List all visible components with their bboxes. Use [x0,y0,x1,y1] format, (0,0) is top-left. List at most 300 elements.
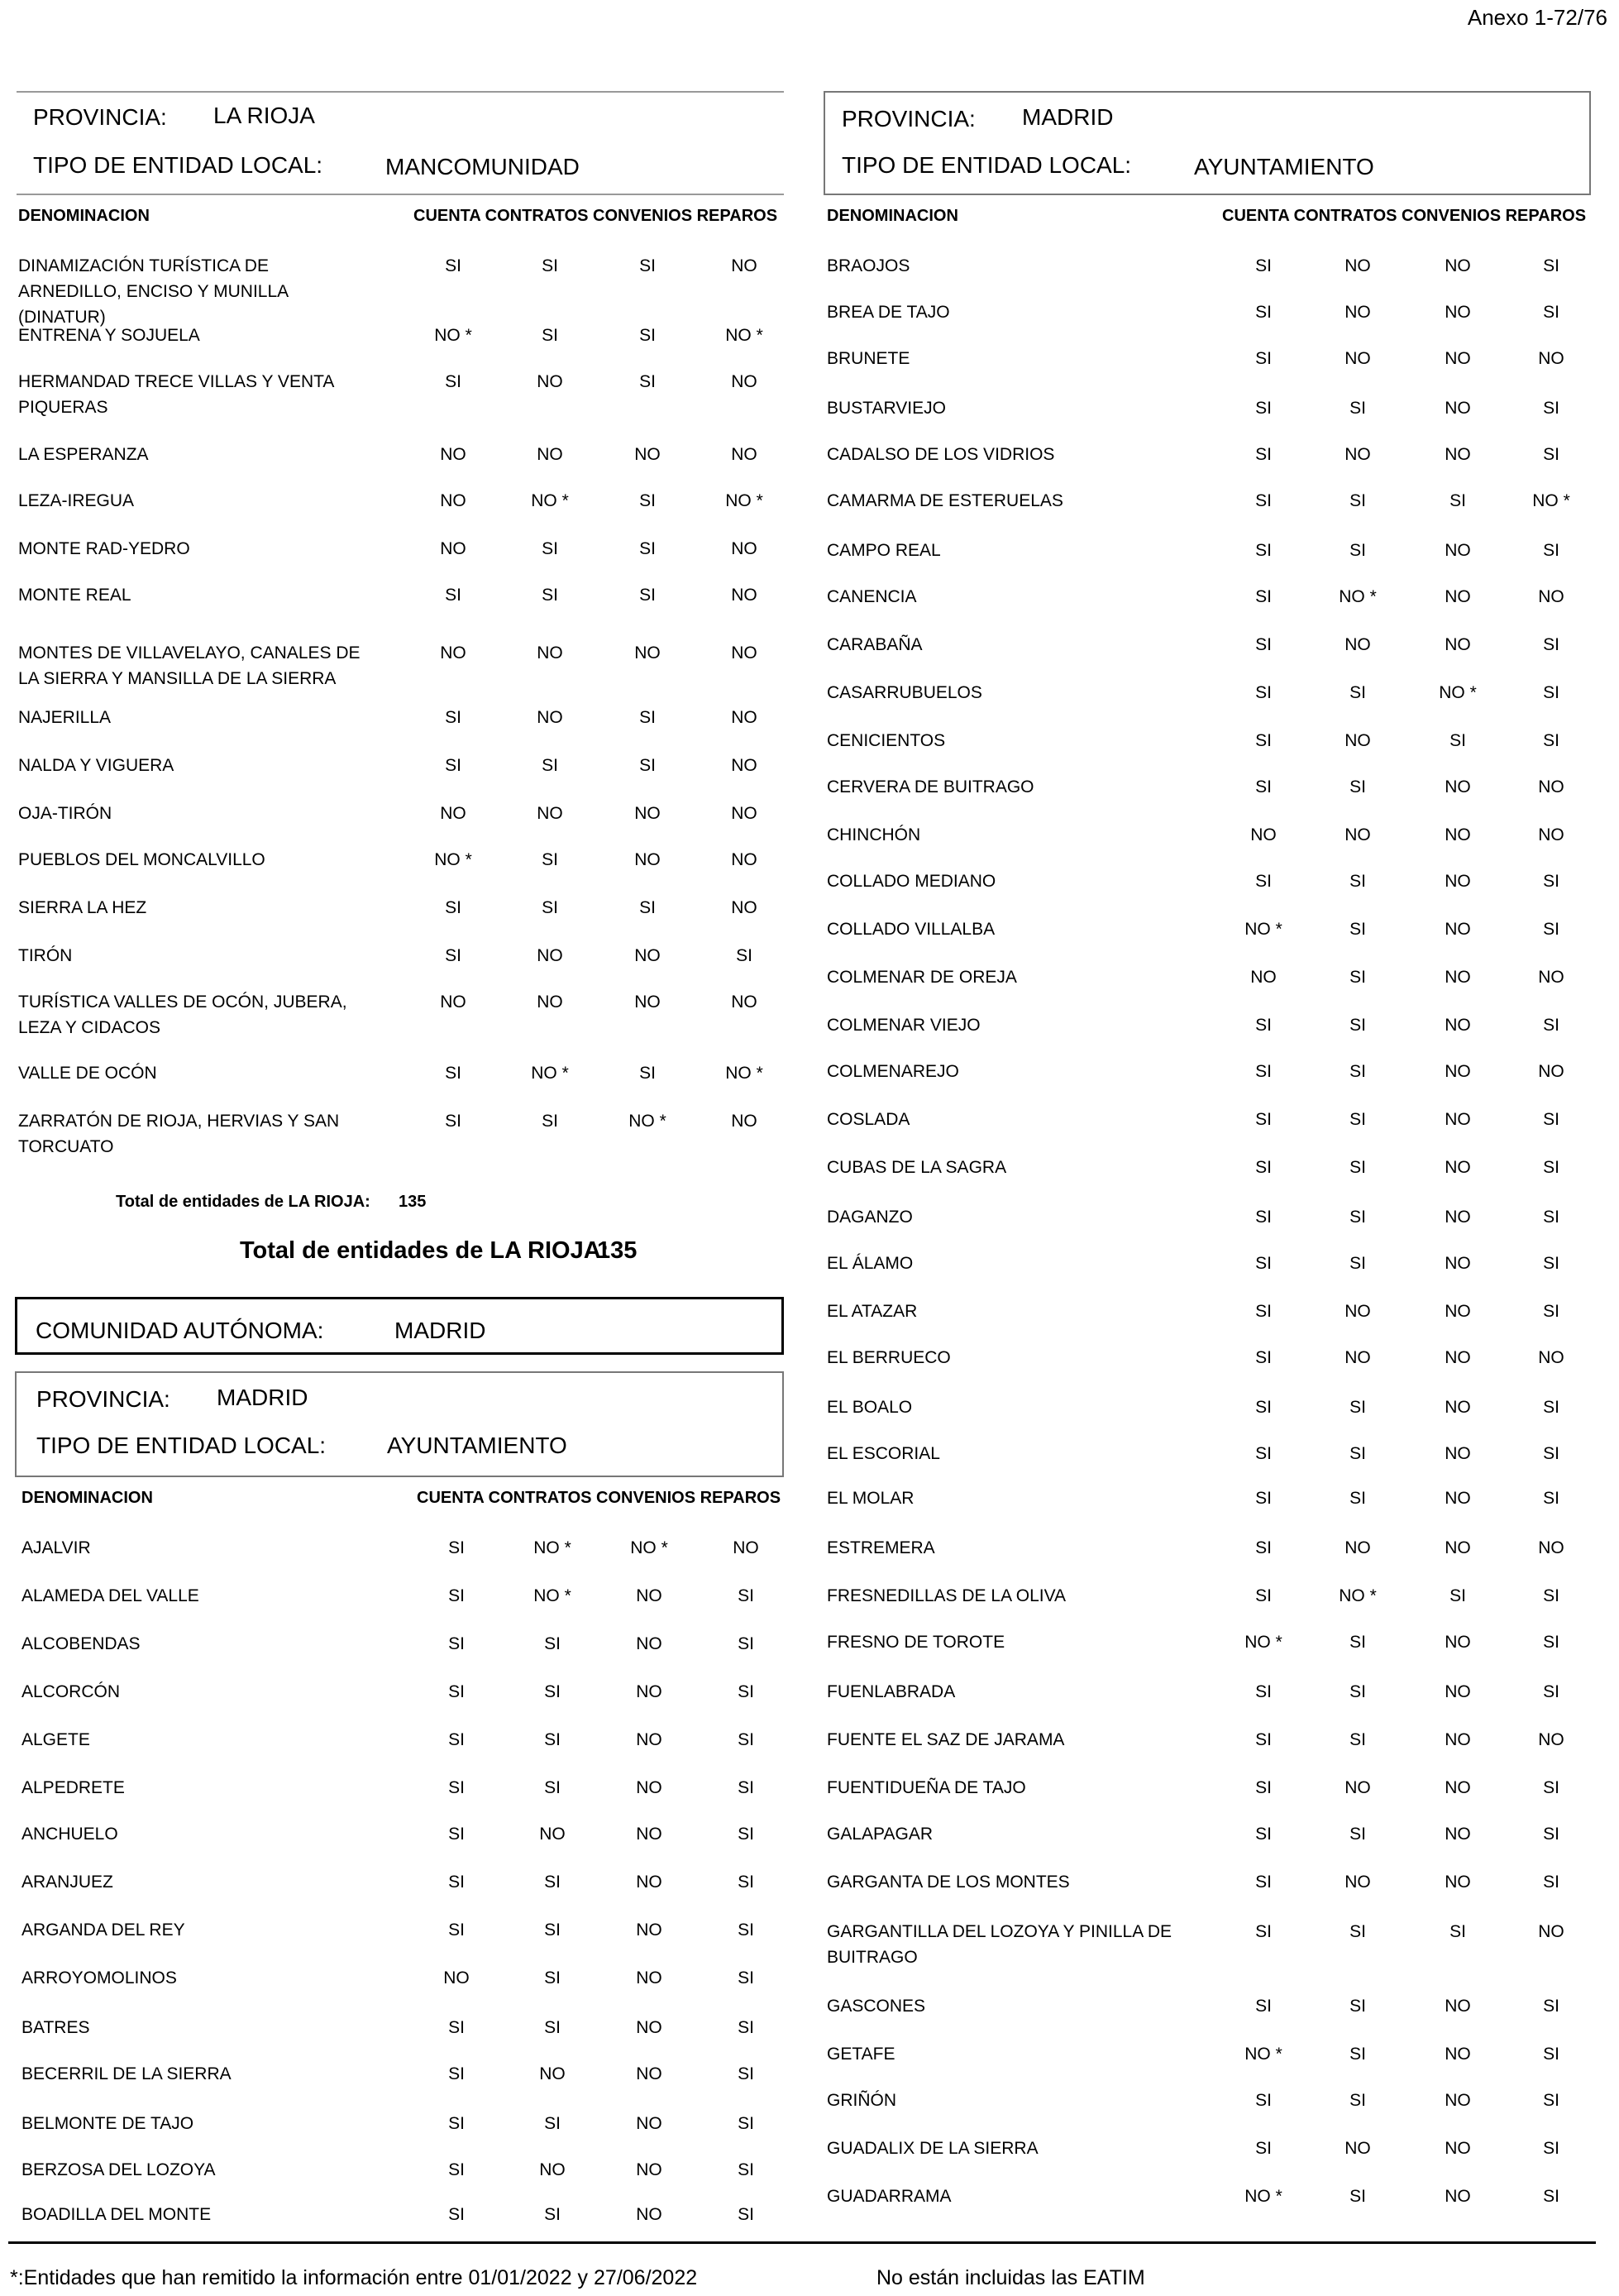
convenios-value: NO [634,993,661,1012]
convenios-value: NO [636,1730,662,1749]
entity-name: EL ESCORIAL [827,1444,940,1463]
reparos-value: SI [1543,1873,1559,1892]
cuenta-value: SI [448,2114,465,2133]
convenios-value: NO [1445,968,1471,987]
rioja-col-denominacion: DENOMINACION [18,207,150,225]
contratos-value: SI [1349,491,1366,510]
cuenta-value: SI [1255,541,1272,560]
contratos-value: NO [1344,303,1371,322]
contratos-value: SI [1349,2045,1366,2064]
entity-name: DINAMIZACIÓN TURÍSTICA DE ARNEDILLO, ENCISO Y MUNILLA (DINATUR) [18,256,289,327]
reparos-value: SI [1543,1016,1559,1035]
entity-name: FUENTE EL SAZ DE JARAMA [827,1730,1065,1749]
convenios-value: SI [639,326,656,345]
entity-name: LA ESPERANZA [18,445,149,464]
rioja-total-big-label: Total de entidades de LA RIOJA: [240,1237,609,1264]
contratos-value: SI [544,1682,561,1701]
convenios-value: NO [1445,1254,1471,1273]
comunidad-label: COMUNIDAD AUTÓNOMA: [36,1318,324,1343]
convenios-value: NO [1445,399,1471,418]
reparos-value: NO [731,1112,757,1131]
contratos-value: SI [1349,1062,1366,1081]
rioja-tipo-label: TIPO DE ENTIDAD LOCAL: [33,152,323,178]
contratos-value: SI [1349,1158,1366,1177]
convenios-value: NO [1445,1825,1471,1844]
reparos-value: SI [1543,683,1559,702]
cuenta-value: SI [1255,683,1272,702]
entity-name: GETAFE [827,2045,895,2064]
cuenta-value: SI [1255,1444,1272,1463]
cuenta-value: SI [445,586,461,605]
convenios-value: NO [1445,2187,1471,2206]
convenios-value: NO [1445,2139,1471,2158]
rioja-top-rule [17,91,784,93]
convenios-value: NO [1445,1398,1471,1417]
cuenta-value: SI [448,1682,465,1701]
convenios-value: NO [1445,1682,1471,1701]
convenios-value: NO [1445,777,1471,796]
reparos-value: SI [738,1825,754,1844]
convenios-value: NO [1445,1997,1471,2016]
convenios-value: NO * [1439,683,1477,702]
entity-name: FRESNO DE TOROTE [827,1633,1005,1652]
cuenta-value: SI [445,708,461,727]
contratos-value: NO [537,445,563,464]
entity-name: ENTRENA Y SOJUELA [18,326,200,345]
reparos-value: SI [1543,1110,1559,1129]
cuenta-value: SI [1255,872,1272,891]
comunidad-value: MADRID [394,1318,486,1343]
reparos-value: SI [1543,920,1559,939]
reparos-value: NO [731,708,757,727]
contratos-value: SI [1349,1997,1366,2016]
entity-name: GARGANTA DE LOS MONTES [827,1873,1070,1892]
convenios-value: NO [1445,872,1471,891]
contratos-value: SI [1349,1208,1366,1227]
cuenta-value: SI [1255,256,1272,275]
entity-name: MONTES DE VILLAVELAYO, CANALES DE LA SIERRA Y MANSILLA DE LA SIERRA [18,643,361,688]
cuenta-value: SI [445,756,461,775]
convenios-value: NO [636,1778,662,1797]
entity-name: CADALSO DE LOS VIDRIOS [827,445,1055,464]
entity-name: BELMONTE DE TAJO [21,2114,194,2133]
madrid-left-col-flags: CUENTA CONTRATOS CONVENIOS REPAROS [417,1489,781,1507]
rioja-col-flags: CUENTA CONTRATOS CONVENIOS REPAROS [413,207,778,225]
cuenta-value: SI [448,1825,465,1844]
convenios-value: NO [636,1682,662,1701]
reparos-value: SI [738,1778,754,1797]
reparos-value: SI [1543,1778,1559,1797]
convenios-value: NO [1445,303,1471,322]
entity-name: EL BOALO [827,1398,913,1417]
reparos-value: SI [736,946,752,965]
reparos-value: SI [738,1586,754,1605]
entity-name: COLMENAR VIEJO [827,1016,981,1035]
cuenta-value: SI [1255,1730,1272,1749]
cuenta-value: SI [1255,777,1272,796]
madrid-right-provincia-label: PROVINCIA: [842,106,976,132]
cuenta-value: SI [448,2205,465,2224]
reparos-value: SI [1543,1398,1559,1417]
cuenta-value: SI [1255,1062,1272,1081]
contratos-value: NO [539,1825,566,1844]
entity-name: CAMPO REAL [827,541,941,560]
reparos-value: SI [1543,1633,1559,1652]
reparos-value: SI [1543,1825,1559,1844]
reparos-value: NO [731,643,757,662]
convenios-value: NO [1445,1489,1471,1508]
cuenta-value: NO * [1244,1633,1282,1652]
contratos-value: SI [542,586,558,605]
reparos-value: SI [1543,635,1559,654]
contratos-value: SI [1349,1682,1366,1701]
cuenta-value: NO [440,539,466,558]
reparos-value: SI [738,2064,754,2083]
convenios-value: NO [636,2160,662,2179]
entity-name: BOADILLA DEL MONTE [21,2205,212,2224]
entity-name: GRIÑÓN [827,2091,896,2110]
contratos-value: NO [1344,825,1371,844]
cuenta-value: SI [445,1064,461,1083]
reparos-value: SI [1543,303,1559,322]
convenios-value: NO [636,1586,662,1605]
contratos-value: NO [1344,1348,1371,1367]
entity-name: COSLADA [827,1110,910,1129]
convenios-value: SI [639,539,656,558]
reparos-value: SI [1543,2045,1559,2064]
entity-name: BREA DE TAJO [827,303,950,322]
entity-name: CAMARMA DE ESTERUELAS [827,491,1063,510]
reparos-value: SI [738,1968,754,1987]
contratos-value: SI [542,756,558,775]
cuenta-value: SI [448,1586,465,1605]
convenios-value: NO * [630,1538,668,1557]
entity-name: MONTE RAD-YEDRO [18,539,190,558]
contratos-value: SI [1349,920,1366,939]
reparos-value: SI [738,2114,754,2133]
reparos-value: NO [731,256,757,275]
reparos-value: SI [1543,2187,1559,2206]
entity-name: CANENCIA [827,587,917,606]
contratos-value: SI [1349,2187,1366,2206]
reparos-value: NO [731,539,757,558]
contratos-value: SI [1349,1730,1366,1749]
contratos-value: NO [537,708,563,727]
entity-name: ANCHUELO [21,1825,118,1844]
contratos-value: NO [539,2064,566,2083]
cuenta-value: SI [448,1778,465,1797]
entity-name: ESTREMERA [827,1538,935,1557]
cuenta-value: SI [448,2064,465,2083]
cuenta-value: SI [448,1634,465,1653]
entity-name: OJA-TIRÓN [18,804,112,823]
cuenta-value: SI [445,1112,461,1131]
contratos-value: NO [1344,731,1371,750]
madrid-left-provincia-label: PROVINCIA: [36,1386,170,1412]
entity-name: EL ATAZAR [827,1302,918,1321]
entity-name: CHINCHÓN [827,825,921,844]
cuenta-value: SI [1255,399,1272,418]
convenios-value: NO [636,1634,662,1653]
reparos-value: SI [738,1873,754,1892]
entity-name: COLLADO VILLALBA [827,920,996,939]
contratos-value: SI [1349,1489,1366,1508]
convenios-value: SI [639,256,656,275]
reparos-value: SI [1543,1444,1559,1463]
cuenta-value: SI [1255,587,1272,606]
cuenta-value: SI [1255,2139,1272,2158]
contratos-value: NO [537,643,563,662]
convenios-value: NO [1445,256,1471,275]
reparos-value: SI [1543,2091,1559,2110]
convenios-value: NO [1445,445,1471,464]
convenios-value: NO [636,1873,662,1892]
entity-name: BERZOSA DEL LOZOYA [21,2160,216,2179]
contratos-value: SI [542,1112,558,1131]
contratos-value: NO [1344,445,1371,464]
cuenta-value: SI [1255,2091,1272,2110]
entity-name: EL ÁLAMO [827,1254,914,1273]
convenios-value: NO [1445,2045,1471,2064]
reparos-value: NO * [725,1064,763,1083]
entity-name: BRAOJOS [827,256,910,275]
entity-name: BUSTARVIEJO [827,399,946,418]
cuenta-value: SI [1255,1158,1272,1177]
convenios-value: SI [1449,491,1466,510]
reparos-value: SI [738,2205,754,2224]
rioja-tipo-value: MANCOMUNIDAD [385,154,580,179]
convenios-value: NO [1445,1778,1471,1797]
cuenta-value: SI [1255,1778,1272,1797]
rioja-bottom-rule [17,194,784,195]
entity-name: LEZA-IREGUA [18,491,135,510]
reparos-value: SI [1543,1997,1559,2016]
contratos-value: SI [542,256,558,275]
entity-name: GUADARRAMA [827,2187,952,2206]
contratos-value: SI [1349,872,1366,891]
reparos-value: SI [738,1682,754,1701]
convenios-value: NO [1445,1208,1471,1227]
cuenta-value: NO * [1244,2187,1282,2206]
reparos-value: SI [1543,731,1559,750]
convenios-value: NO [1445,1633,1471,1652]
convenios-value: SI [639,1064,656,1083]
convenios-value: NO [634,946,661,965]
contratos-value: NO [1344,1538,1371,1557]
comunidad-box [15,1297,784,1355]
contratos-value: SI [1349,1922,1366,1941]
reparos-value: SI [738,1921,754,1940]
cuenta-value: SI [448,2160,465,2179]
reparos-value: SI [1543,399,1559,418]
reparos-value: SI [1543,1302,1559,1321]
entity-name: ALPEDRETE [21,1778,125,1797]
reparos-value: SI [738,2018,754,2037]
cuenta-value: SI [1255,1016,1272,1035]
entity-name: GALAPAGAR [827,1825,933,1844]
contratos-value: SI [542,898,558,917]
entity-name: GASCONES [827,1997,926,2016]
entity-name: DAGANZO [827,1208,913,1227]
cuenta-value: NO * [1244,920,1282,939]
entity-name: BATRES [21,2018,90,2037]
contratos-value: NO [1344,349,1371,368]
contratos-value: SI [1349,1825,1366,1844]
footer-note: *:Entidades que han remitido la información entre 01/01/2022 y 27/06/2022 [10,2266,698,2289]
contratos-value: SI [1349,541,1366,560]
entity-name: TIRÓN [18,946,73,965]
cuenta-value: SI [445,946,461,965]
cuenta-value: SI [1255,1302,1272,1321]
convenios-value: NO [1445,1110,1471,1129]
contratos-value: SI [544,1873,561,1892]
cuenta-value: SI [1255,1538,1272,1557]
convenios-value: NO [634,445,661,464]
contratos-value: SI [542,326,558,345]
convenios-value: NO [1445,635,1471,654]
contratos-value: NO [1344,2139,1371,2158]
madrid-right-col-flags: CUENTA CONTRATOS CONVENIOS REPAROS [1222,207,1587,225]
contratos-value: NO * [1339,587,1377,606]
entity-name: BRUNETE [827,349,910,368]
convenios-value: NO [1445,541,1471,560]
cuenta-value: SI [448,2018,465,2037]
madrid-right-tipo-label: TIPO DE ENTIDAD LOCAL: [842,152,1132,178]
entity-name: ALGETE [21,1730,90,1749]
reparos-value: SI [1543,1254,1559,1273]
contratos-value: NO * [533,1538,571,1557]
reparos-value: NO [731,898,757,917]
reparos-value: NO [1538,1538,1564,1557]
contratos-value: SI [542,850,558,869]
contratos-value: NO [537,993,563,1012]
cuenta-value: NO [440,445,466,464]
convenios-value: NO [634,643,661,662]
entity-name: CASARRUBUELOS [827,683,982,702]
entity-name: ZARRATÓN DE RIOJA, HERVIAS Y SAN TORCUATO [18,1112,340,1156]
entity-name: ARANJUEZ [21,1873,113,1892]
cuenta-value: SI [1255,731,1272,750]
cuenta-value: SI [1255,491,1272,510]
reparos-value: SI [1543,1208,1559,1227]
entity-name: PUEBLOS DEL MONCALVILLO [18,850,265,869]
contratos-value: NO [539,2160,566,2179]
reparos-value: NO [733,1538,759,1557]
convenios-value: SI [1449,1586,1466,1605]
convenios-value: SI [1449,1922,1466,1941]
footer-eatim-note: No están incluidas las EATIM [876,2266,1145,2289]
entity-name: FRESNEDILLAS DE LA OLIVA [827,1586,1067,1605]
cuenta-value: NO * [434,850,472,869]
convenios-value: NO [1445,1730,1471,1749]
contratos-value: NO * [531,491,569,510]
rioja-total-small-value: 135 [399,1193,427,1211]
entity-name: ALCORCÓN [21,1682,121,1701]
cuenta-value: SI [1255,1110,1272,1129]
contratos-value: SI [1349,1110,1366,1129]
entity-name: COLMENAREJO [827,1062,959,1081]
reparos-value: SI [738,2160,754,2179]
entity-name: NALDA Y VIGUERA [18,756,174,775]
entity-name: BECERRIL DE LA SIERRA [21,2064,232,2083]
madrid-right-col-denominacion: DENOMINACION [827,207,958,225]
convenios-value: NO [1445,2091,1471,2110]
cuenta-value: SI [448,1538,465,1557]
cuenta-value: SI [448,1873,465,1892]
entity-name: EL MOLAR [827,1489,915,1508]
cuenta-value: SI [1255,635,1272,654]
entity-name: HERMANDAD TRECE VILLAS Y VENTA PIQUERAS [18,372,334,417]
convenios-value: NO [1445,1444,1471,1463]
cuenta-value: SI [1255,1997,1272,2016]
contratos-value: SI [544,1921,561,1940]
entity-name: COLMENAR DE OREJA [827,968,1017,987]
cuenta-value: SI [1255,445,1272,464]
convenios-value: NO [636,1921,662,1940]
entity-name: CUBAS DE LA SAGRA [827,1158,1007,1177]
entity-name: EL BERRUECO [827,1348,951,1367]
contratos-value: NO [1344,635,1371,654]
madrid-left-col-denominacion: DENOMINACION [21,1489,153,1507]
contratos-value: SI [1349,1444,1366,1463]
reparos-value: NO * [1532,491,1570,510]
cuenta-value: SI [1255,1254,1272,1273]
reparos-value: NO [731,993,757,1012]
rioja-total-small-label: Total de entidades de LA RIOJA: [116,1193,370,1211]
convenios-value: NO [1445,349,1471,368]
cuenta-value: SI [448,1921,465,1940]
contratos-value: SI [544,1778,561,1797]
convenios-value: NO [1445,920,1471,939]
page-label: Anexo 1-72/76 [1467,5,1607,30]
reparos-value: SI [738,1730,754,1749]
convenios-value: NO [636,2064,662,2083]
contratos-value: NO [1344,1778,1371,1797]
contratos-value: NO * [533,1586,571,1605]
cuenta-value: SI [1255,1682,1272,1701]
entity-name: ALCOBENDAS [21,1634,141,1653]
convenios-value: NO [636,2205,662,2224]
convenios-value: NO [1445,825,1471,844]
cuenta-value: SI [445,898,461,917]
rioja-total-big-value: 135 [597,1237,638,1264]
contratos-value: SI [1349,968,1366,987]
entity-name: ARGANDA DEL REY [21,1921,185,1940]
contratos-value: NO [1344,1873,1371,1892]
cuenta-value: NO [1250,968,1277,987]
cuenta-value: NO [440,491,466,510]
entity-name: AJALVIR [21,1538,91,1557]
reparos-value: SI [1543,1682,1559,1701]
convenios-value: NO [1445,587,1471,606]
reparos-value: NO [731,372,757,391]
convenios-value: NO [1445,1302,1471,1321]
reparos-value: NO [731,804,757,823]
entity-name: FUENTIDUEÑA DE TAJO [827,1778,1026,1797]
madrid-left-tipo-label: TIPO DE ENTIDAD LOCAL: [36,1433,327,1458]
cuenta-value: NO * [434,326,472,345]
cuenta-value: NO [440,804,466,823]
reparos-value: NO [1538,1922,1564,1941]
contratos-value: NO [537,804,563,823]
cuenta-value: SI [1255,1398,1272,1417]
reparos-value: NO [731,445,757,464]
madrid-right-provincia-value: MADRID [1022,104,1114,130]
entity-name: GARGANTILLA DEL LOZOYA Y PINILLA DE BUITRAGO [827,1922,1172,1967]
cuenta-value: SI [1255,1348,1272,1367]
reparos-value: NO [731,850,757,869]
reparos-value: SI [1543,872,1559,891]
